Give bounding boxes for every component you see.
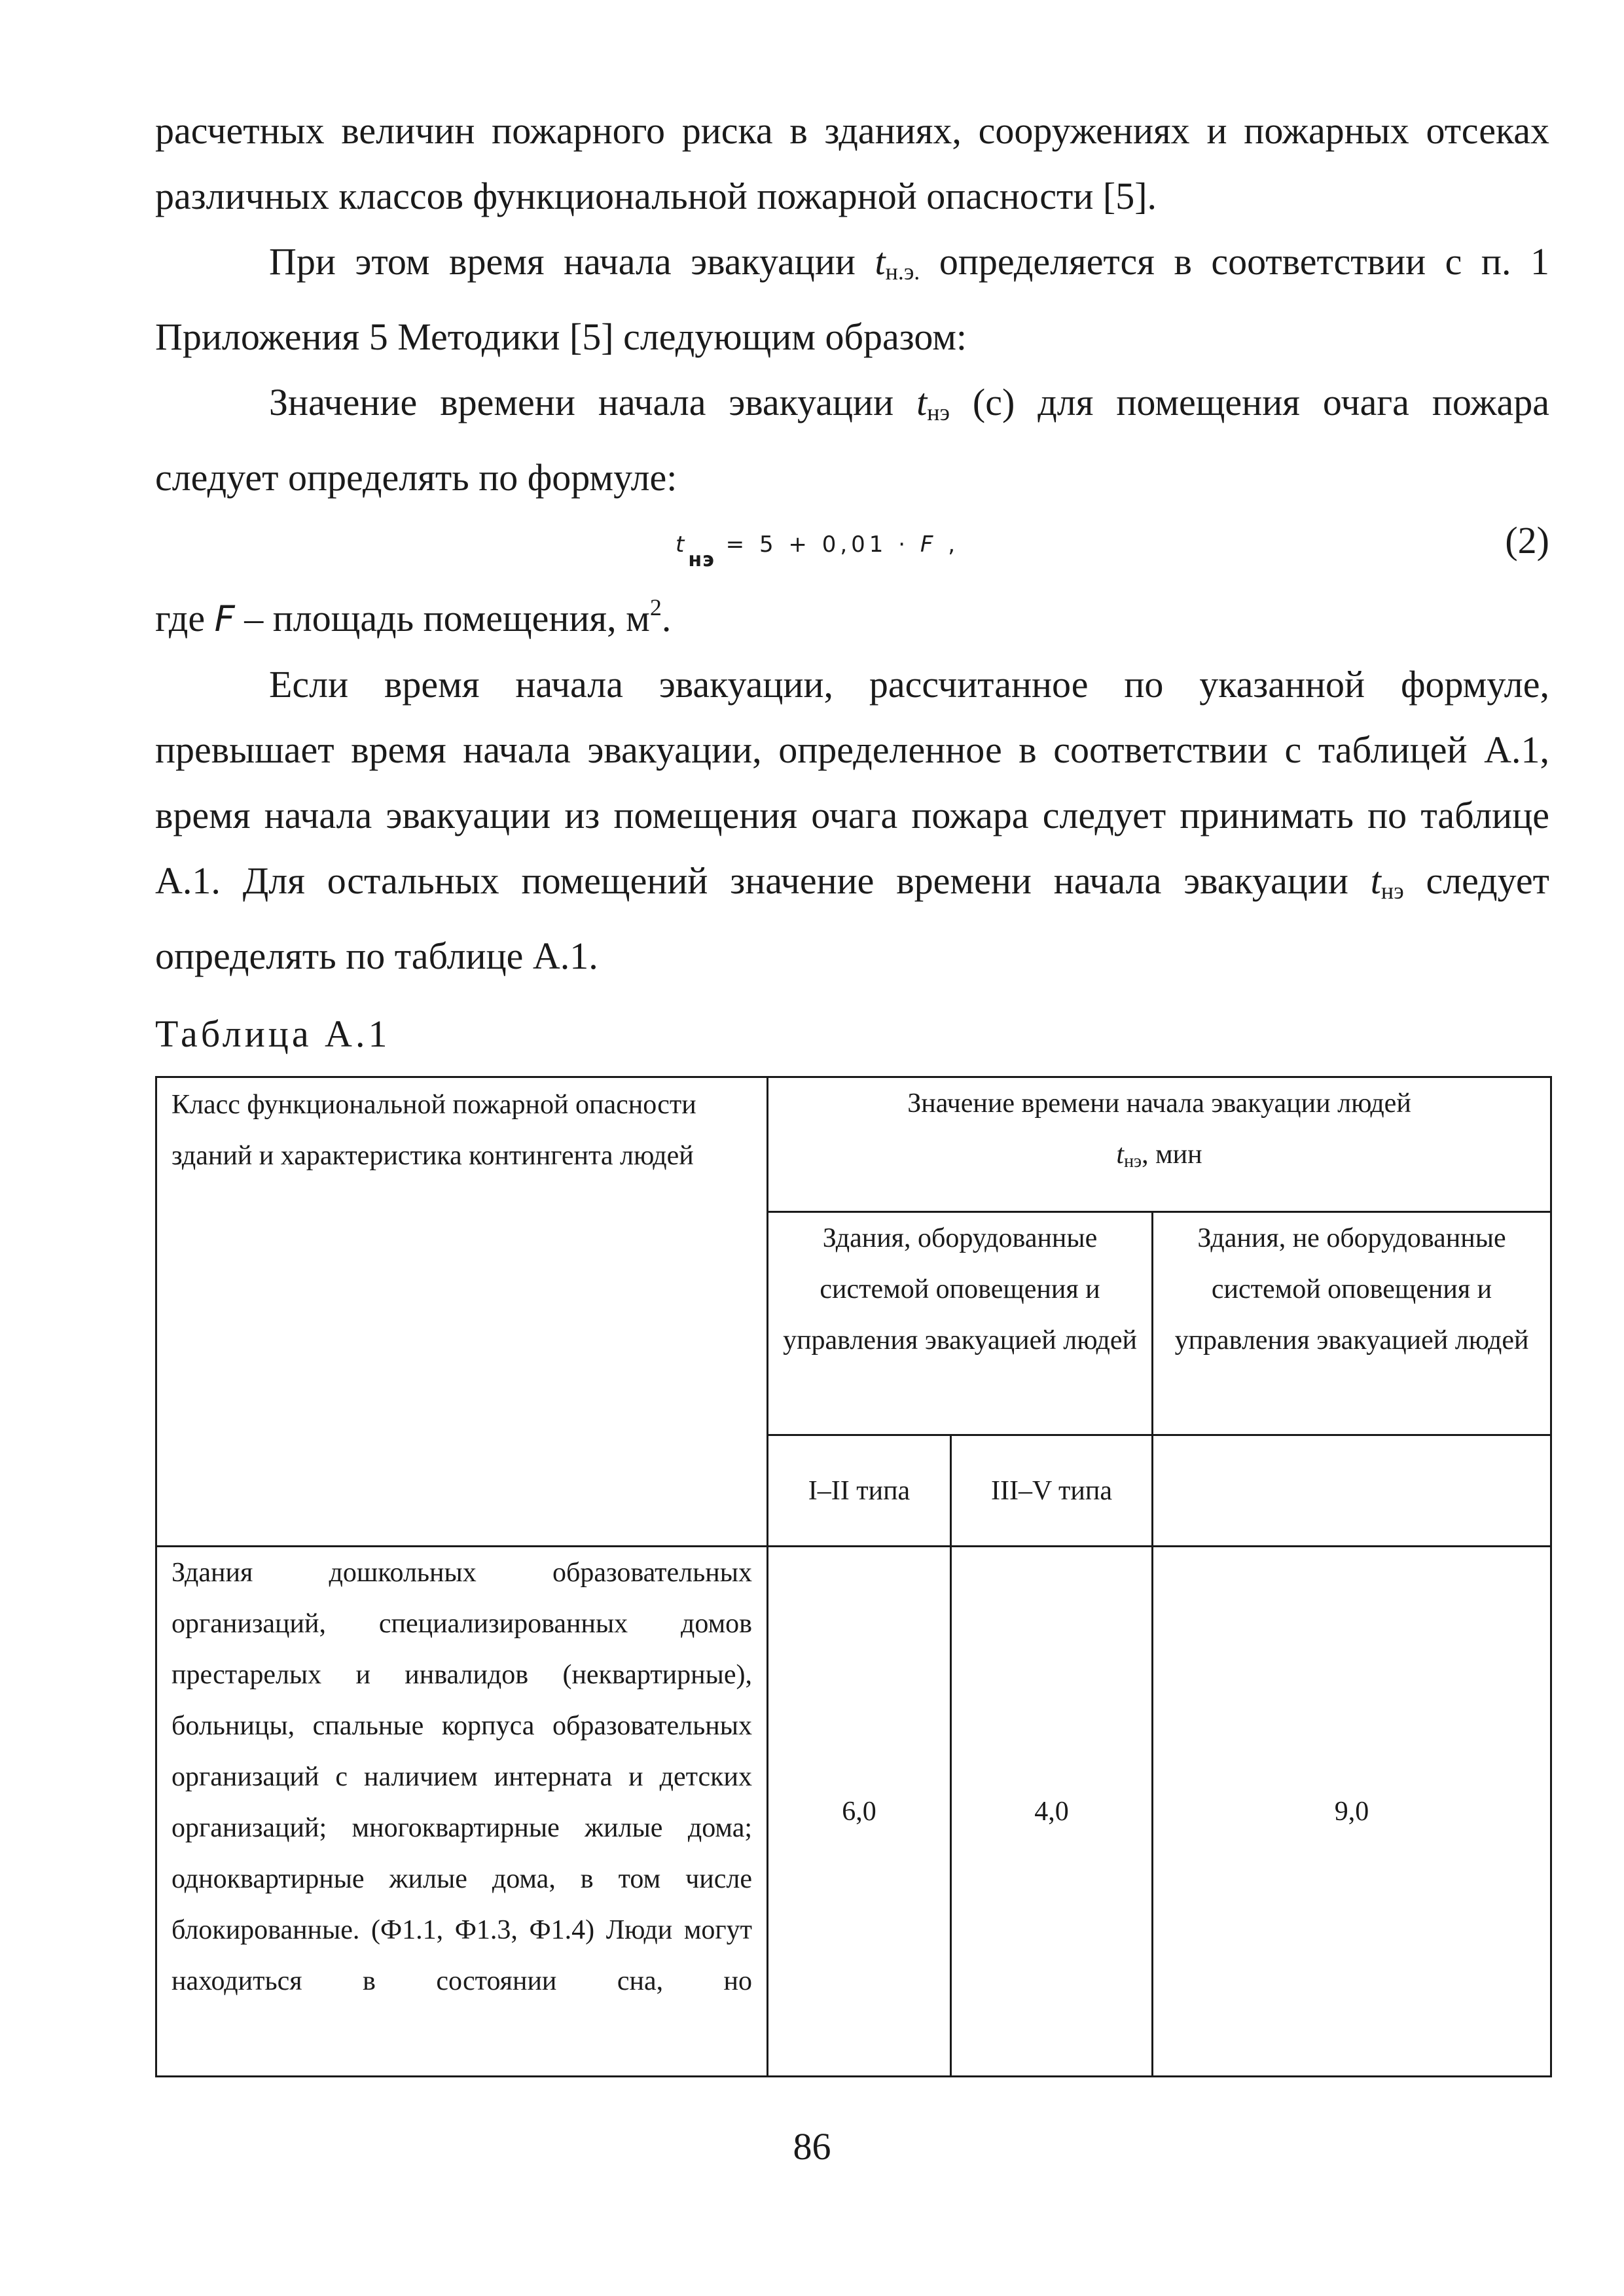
paragraph-3: Значение времени начала эвакуации $t_{нэ}$ (с) для помещения очага пожара следует определять по формуле: [155, 381, 1549, 499]
header-value-title: Значение времени начала эвакуации людей [907, 1088, 1411, 1119]
group-without-system-cell: Здания, не оборудованные системой оповещения и управления эвакуацией людей [1153, 1212, 1551, 1435]
equation-number: (2) [1505, 519, 1549, 562]
group-with-system-cell: Здания, оборудованные системой оповещения и управления эвакуацией людей [768, 1212, 1153, 1435]
row-1-class-cell: Здания дошкольных образовательных организаций, специализированных домов престарелых и инвалидов (неквартирные), больницы, спальные корпуса образовательных организаций с наличием интерната и детских организаций; многоквартирные жилые дома; одноквартирные жилые дома, в том числе блокированные. (Ф1.1, Ф1.3, Ф1.4) Люди могут находиться в состоянии сна, но [156, 1547, 768, 2077]
formula-expression: tнэ = 5 + 0,01 · F , [676, 531, 960, 571]
header-value-cell [768, 1077, 1551, 1212]
paragraph-2: При этом время начала эвакуации $t_{н.э.}$ определяется в соответствии с п. 1 Приложения 5 Методики [5] следующим образом: [155, 240, 1549, 358]
header-value-symbol: $t_{нэ}$, мин [1116, 1139, 1202, 1172]
row-1-value-2-cell: 4,0 [951, 1547, 1153, 2077]
table-caption: Таблица А.1 [155, 1013, 391, 1055]
table-a1 [155, 1076, 1550, 2077]
empty-type-cell [1153, 1435, 1551, 1547]
header-class-cell: Класс функциональной пожарной опасности зданий и характеристика контингента людей [156, 1077, 768, 1547]
formula-2 [155, 511, 1549, 586]
paragraph-5: Если время начала эвакуации, рассчитанное по указанной формуле, превышает время начала эвакуации, определенное в соответствии с таблицей А.1, время начала эвакуации из помещения очага пожара следует принимать по таблице А.1. Для остальных помещений значение времени начала эвакуации $t_{нэ}$ следует определять по таблице А.1. [155, 663, 1549, 977]
page-number: 86 [793, 2125, 831, 2168]
paragraph-4: где F – площадь помещения, $м^2$. [155, 594, 672, 639]
type-3-5-cell: III–V типа [951, 1435, 1153, 1547]
paragraph-1: расчетных величин пожарного риска в зданиях, сооружениях и пожарных отсеках различных классов функциональной пожарной опасности [5]. [155, 109, 1549, 217]
row-1-value-3-cell: 9,0 [1153, 1547, 1551, 2077]
row-1-value-1-cell: 6,0 [768, 1547, 951, 2077]
body-text [155, 98, 1549, 989]
type-1-2-cell: I‒II типа [768, 1435, 951, 1547]
